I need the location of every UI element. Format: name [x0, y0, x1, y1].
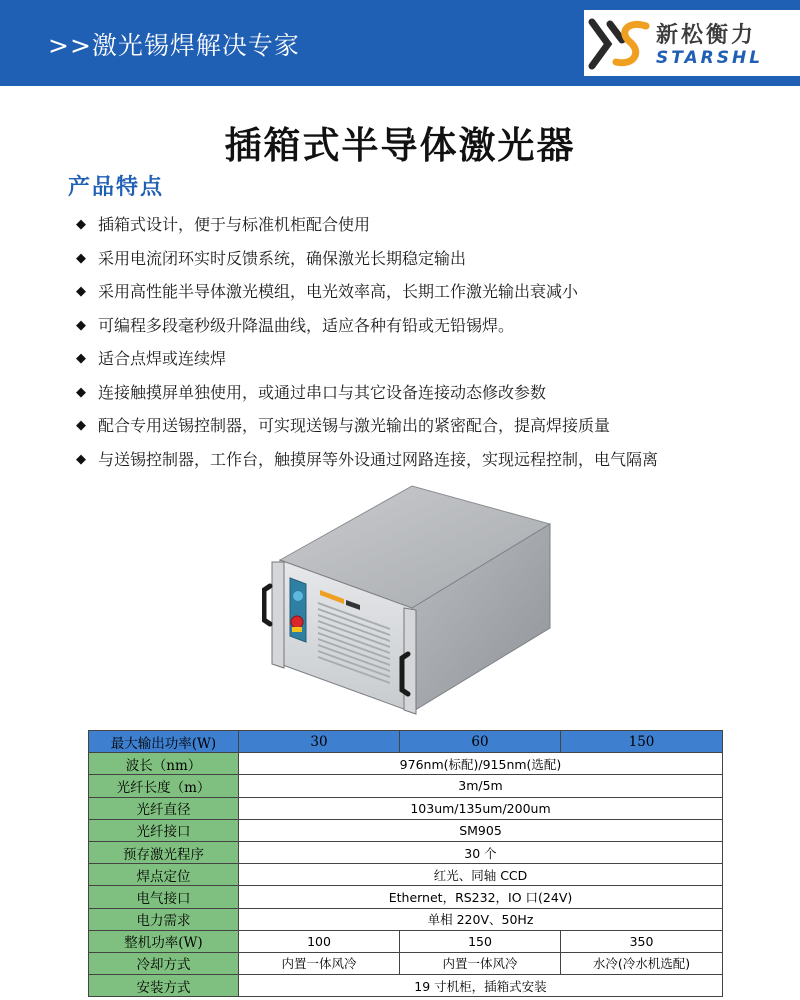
spec-label: 电力需求: [89, 908, 239, 930]
feature-item: [76, 342, 658, 376]
spec-value: 30 个: [239, 841, 723, 863]
logo-english-name: STARSHL: [656, 48, 764, 68]
spec-value: 内置一体风冷: [239, 952, 400, 974]
company-logo-icon: [588, 16, 652, 72]
spec-row: [89, 797, 723, 819]
spec-value: SM905: [239, 819, 723, 841]
laser-chassis-image: [262, 478, 562, 718]
spec-label: 光纤直径: [89, 797, 239, 819]
spec-label: 安装方式: [89, 975, 239, 997]
spec-value: 350: [561, 930, 723, 952]
spec-header-value: 60: [400, 731, 561, 753]
spec-label: 预存激光程序: [89, 841, 239, 863]
spec-value: 103um/135um/200um: [239, 797, 723, 819]
spec-value: 150: [400, 930, 561, 952]
spec-value: 976nm(标配)/915nm(选配): [239, 753, 723, 775]
diamond-bullet-icon: ◆: [76, 451, 86, 467]
spec-label: 光纤长度（m）: [89, 775, 239, 797]
diamond-bullet-icon: ◆: [76, 351, 86, 366]
spec-label: 波长（nm）: [89, 753, 239, 775]
feature-item: [76, 409, 658, 443]
spec-label: 电气接口: [89, 886, 239, 908]
spec-row: [89, 753, 723, 775]
diamond-bullet-icon: ◆: [76, 284, 86, 299]
spec-header-value: 150: [561, 731, 723, 753]
spec-label: 最大输出功率(W): [89, 731, 239, 753]
feature-item: [76, 242, 658, 276]
spec-header-row: [89, 731, 723, 753]
top-banner: [0, 0, 800, 86]
feature-text: 与送锡控制器，工作台，触摸屏等外设通过网路连接，实现远程控制，电气隔离: [98, 449, 659, 469]
spec-row: [89, 886, 723, 908]
spec-value: 19 寸机柜，插箱式安装: [239, 975, 723, 997]
feature-text: 采用电流闭环实时反馈系统，确保激光长期稳定输出: [98, 248, 467, 268]
spec-label: 焊点定位: [89, 864, 239, 886]
feature-text: 适合点焊或连续焊: [98, 349, 227, 368]
spec-row: [89, 775, 723, 797]
spec-row: [89, 975, 723, 997]
spec-row: [89, 841, 723, 863]
spec-label: 光纤接口: [89, 819, 239, 841]
diamond-bullet-icon: ◆: [76, 317, 86, 333]
page-title: 插箱式半导体激光器: [224, 124, 576, 167]
feature-item: [76, 208, 658, 242]
feature-text: 采用高性能半导体激光模组，电光效率高，长期工作激光输出衰减小: [98, 282, 579, 301]
feature-text: 连接触摸屏单独使用，或通过串口与其它设备连接动态修改参数: [98, 382, 547, 402]
spec-header-value: 30: [239, 731, 400, 753]
spec-value: 水冷(冷水机选配): [561, 952, 723, 974]
diamond-bullet-icon: ◆: [76, 250, 86, 266]
spec-label: 整机功率(W): [89, 930, 239, 952]
feature-item: [76, 443, 658, 477]
spec-row: [89, 908, 723, 930]
logo-chinese-name: 新松衡力: [656, 23, 757, 48]
spec-row: [89, 819, 723, 841]
spec-table: [88, 730, 723, 997]
feature-text: 配合专用送锡控制器，可实现送锡与激光输出的紧密配合，提高焊接质量: [98, 416, 611, 435]
spec-row: [89, 930, 723, 952]
feature-item: [76, 309, 658, 343]
features-list: [76, 208, 658, 476]
spec-value: 3m/5m: [239, 775, 723, 797]
feature-item: [76, 275, 658, 309]
feature-item: [76, 376, 658, 410]
spec-value: 单相 220V、50Hz: [239, 908, 723, 930]
spec-row: [89, 952, 723, 974]
spec-value: 内置一体风冷: [400, 952, 561, 974]
feature-text: 可编程多段毫秒级升降温曲线，适应各种有铅或无铅锡焊。: [98, 315, 515, 335]
features-heading: 产品特点: [68, 175, 165, 200]
spec-row: [89, 864, 723, 886]
spec-label: 冷却方式: [89, 952, 239, 974]
diamond-bullet-icon: ◆: [76, 217, 86, 232]
feature-text: 插箱式设计，便于与标准机柜配合使用: [98, 215, 371, 234]
spec-value: Ethernet，RS232，IO 口(24V): [239, 886, 723, 908]
banner-slogan: >>激光锡焊解决专家: [48, 31, 300, 60]
spec-value: 100: [239, 930, 400, 952]
diamond-bullet-icon: ◆: [76, 384, 86, 400]
spec-value: 红光、同轴 CCD: [239, 864, 723, 886]
diamond-bullet-icon: ◆: [76, 418, 86, 433]
company-logo: [584, 10, 800, 76]
